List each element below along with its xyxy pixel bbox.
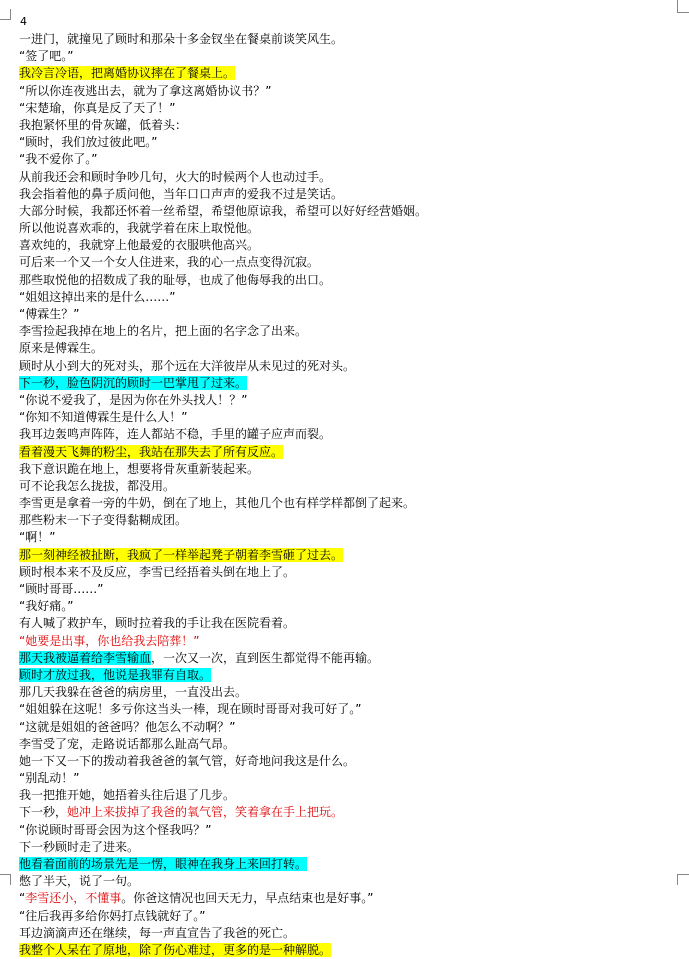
- text-segment: “我不爱你了。”: [19, 152, 98, 167]
- text-segment: 大部分时候，我都还怀着一丝希望，希望他原谅我，希望可以好好经营婚姻。: [19, 203, 428, 218]
- text-segment: 李雪捡起我掉在地上的名片，把上面的名字念了出来。: [19, 324, 308, 339]
- text-segment: 那一刻神经被扯断，我疯了一样举起凳子朝着李雪砸了过去。: [19, 547, 344, 562]
- text-line: [19, 83, 679, 100]
- text-line: [19, 529, 679, 546]
- text-line: [19, 134, 679, 151]
- text-segment: 可后来一个又一个女人住进来，我的心一点点变得沉寂。: [19, 255, 320, 270]
- text-line: [19, 701, 679, 718]
- text-segment: “姐姐这掉出来的是什么……”: [19, 289, 176, 304]
- text-segment: “我好痛。”: [19, 599, 74, 614]
- text-segment: “顾时哥哥……”: [19, 582, 104, 596]
- text-segment: 我冷言冷语，把离婚协议摔在了餐桌上。: [19, 66, 236, 81]
- text-segment: 我一把推开她，她捂着头往后退了几步。: [19, 788, 236, 803]
- text-line: [19, 340, 679, 357]
- text-segment: 我整个人呆在了原地，除了伤心难过，更多的是一种解脱。: [19, 942, 332, 957]
- text-line: [19, 306, 679, 323]
- text-line: [19, 633, 679, 650]
- text-line: [19, 581, 679, 598]
- text-line: [19, 908, 679, 925]
- text-segment: 我下意识跪在地上，想要将骨灰重新装起来。: [19, 461, 260, 476]
- text-line: [19, 409, 679, 426]
- text-line: [19, 719, 679, 736]
- text-segment: “往后我再多给你妈打点钱就好了。”: [19, 908, 206, 923]
- text-line: [19, 650, 679, 667]
- text-line: [19, 873, 679, 890]
- text-segment: 那天我被逼着给李雪输血: [19, 650, 152, 665]
- text-segment: “别乱动！”: [19, 771, 80, 786]
- text-line: [19, 31, 679, 48]
- text-line: [19, 942, 679, 959]
- text-segment: 李雪受了宠，走路说话都那么趾高气昂。: [19, 736, 236, 751]
- text-line: [19, 753, 679, 770]
- text-line: [19, 48, 679, 65]
- text-segment: 那几天我躲在爸爸的病房里，一直没出去。: [19, 685, 248, 700]
- text-line: [19, 323, 679, 340]
- text-segment: 我会指着他的鼻子质问他，当年口口声声的爱我不过是笑话。: [19, 186, 344, 201]
- text-line: [19, 598, 679, 615]
- text-line: [19, 375, 679, 392]
- text-segment: “你知不知道傅霖生是什么人！”: [19, 410, 188, 425]
- text-segment: 我抱紧怀里的骨灰罐，低着头：: [19, 117, 188, 132]
- text-segment: 下一秒顾时走了进来。: [19, 839, 140, 854]
- text-segment: “你说顾时哥哥会因为这个怪我吗？”: [19, 822, 212, 837]
- text-segment: 他看着面前的场景先是一愣，眼神在我身上来回打转。: [19, 857, 308, 871]
- page-number: 4: [20, 15, 27, 28]
- text-segment: 一进门，就撞见了顾时和那朵十多金钗坐在餐桌前谈笑风生。: [19, 32, 344, 46]
- text-line: [19, 547, 679, 564]
- text-line: [19, 461, 679, 478]
- text-line: [19, 237, 679, 254]
- text-segment: “宋楚瑜，你真是反了天了！”: [19, 100, 176, 115]
- text-line: [19, 478, 679, 495]
- text-segment: 所以他说喜欢乖的，我就学着在床上取悦他。: [19, 221, 260, 236]
- text-line: [19, 822, 679, 839]
- crop-mark-top-right: [677, 0, 689, 13]
- text-line: [19, 736, 679, 753]
- text-line: [19, 169, 679, 186]
- text-line: [19, 254, 679, 271]
- text-segment: 可不论我怎么拢拔，都没用。: [19, 478, 176, 493]
- text-segment: 顾时根本来不及反应，李雪已经捂着头倒在地上了。: [19, 564, 296, 579]
- text-line: [19, 667, 679, 684]
- text-segment: 耳边滴滴声还在继续，每一声直宣告了我爸的死亡。: [19, 925, 296, 940]
- text-segment: 憋了半天，说了一句。: [19, 874, 140, 889]
- text-segment: “傅霖生？”: [19, 307, 80, 321]
- text-segment: 从前我还会和顾时争吵几句，火大的时候两个人也动过手。: [19, 169, 332, 184]
- text-segment: 那些粉末一下子变得黏糊成团。: [19, 513, 188, 528]
- text-segment: “: [19, 891, 26, 906]
- text-line: [19, 358, 679, 375]
- text-segment: 。你爸这情况也回天无力，早点结束也是好事。”: [121, 891, 374, 906]
- text-segment: “所以你连夜逃出去，就为了拿这离婚协议书？”: [19, 83, 272, 98]
- text-line: [19, 839, 679, 856]
- text-line: [19, 684, 679, 701]
- text-line: [19, 117, 679, 134]
- text-line: [19, 100, 679, 117]
- text-segment: 她冲上来拔掉了我爸的氧气管，笑着拿在手上把玩。: [67, 805, 344, 820]
- text-line: [19, 65, 679, 82]
- text-segment: 李雪更是拿着一旁的牛奶，倒在了地上，其他几个也有样学样都倒了起来。: [19, 496, 416, 511]
- text-segment: 顾时从小到大的死对头，那个远在大洋彼岸从未见过的死对头。: [19, 358, 356, 373]
- text-segment: 李雪还小，不懂事: [25, 891, 122, 906]
- crop-mark-top-left: [0, 9, 11, 20]
- text-line: [19, 444, 679, 461]
- text-line: [19, 289, 679, 306]
- text-line: [19, 495, 679, 512]
- text-segment: 下一秒，脸色阴沉的顾时一巴掌甩了过来。: [19, 375, 248, 390]
- text-line: [19, 856, 679, 873]
- text-line: [19, 564, 679, 581]
- text-line: [19, 925, 679, 942]
- text-segment: 有人喊了救护车，顾时拉着我的手让我在医院看着。: [19, 616, 296, 631]
- crop-mark-bottom-left: [0, 874, 11, 885]
- text-segment: 她一下又一下的拨动着我爸爸的氧气管，好奇地问我这是什么。: [19, 753, 356, 768]
- text-line: [19, 804, 679, 821]
- text-segment: 原来是傅霖生。: [19, 341, 104, 356]
- text-segment: 看着漫天飞舞的粉尘，我站在那失去了所有反应。: [19, 444, 284, 459]
- text-segment: 我耳边轰鸣声阵阵，连人都站不稳，手里的罐子应声而裂。: [19, 427, 332, 442]
- text-line: [19, 890, 679, 907]
- text-line: [19, 770, 679, 787]
- text-segment: 那些取悦他的招数成了我的耻辱，也成了他侮辱我的出口。: [19, 272, 332, 287]
- text-line: [19, 512, 679, 529]
- text-line: [19, 186, 679, 203]
- text-segment: “姐姐躲在这呢！多亏你这当头一棒，现在顾时哥哥对我可好了。”: [19, 702, 362, 717]
- text-line: [19, 220, 679, 237]
- text-segment: 下一秒，: [19, 805, 68, 820]
- text-segment: “签了吧。”: [19, 49, 74, 64]
- text-segment: “啊！”: [19, 530, 56, 545]
- text-line: [19, 787, 679, 804]
- text-line: [19, 426, 679, 443]
- text-segment: 顾时才放过我，他说是我罪有自取。: [19, 667, 212, 682]
- document-body: [19, 31, 679, 959]
- text-line: [19, 203, 679, 220]
- text-segment: “顾时，我们放过彼此吧。”: [19, 135, 158, 150]
- text-line: [19, 615, 679, 632]
- text-segment: “你说不爱我了，是因为你在外头找人！？”: [19, 392, 248, 407]
- text-segment: “她要是出事，你也给我去陪葬！”: [19, 633, 200, 648]
- text-segment: “这就是姐姐的爸爸吗？他怎么不动啊？”: [19, 719, 236, 734]
- text-line: [19, 272, 679, 289]
- text-line: [19, 151, 679, 168]
- text-segment: ，一次又一次，直到医生都觉得不能再输。: [151, 650, 380, 665]
- text-line: [19, 392, 679, 409]
- text-segment: 喜欢纯的，我就穿上他最爱的衣服哄他高兴。: [19, 238, 260, 253]
